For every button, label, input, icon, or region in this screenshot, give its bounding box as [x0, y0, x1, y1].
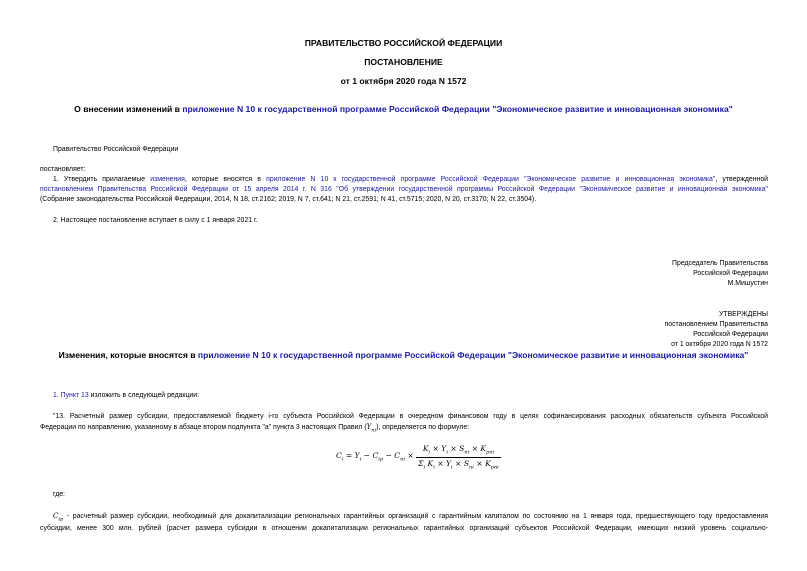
approved-by: постановлением Правительства — [664, 321, 768, 328]
formula — [336, 444, 501, 470]
decides-text: постановляет: — [40, 166, 86, 173]
signature-position: Председатель Правительства — [672, 260, 768, 267]
approved-label: УТВЕРЖДЕНЫ — [719, 311, 768, 318]
signature-name: М.Мишустин — [727, 280, 768, 287]
p13-var-sub: пi — [371, 427, 377, 434]
government-heading: ПРАВИТЕЛЬСТВО РОССИЙСКОЙ ФЕДЕРАЦИИ — [304, 38, 503, 48]
p1-text-c: , утвержденной — [715, 176, 769, 183]
change-item-1 — [53, 391, 199, 401]
where-label: где: — [53, 491, 65, 498]
paragraph-1-line-3: (Собрание законодательства Российской Федерации, 2014, N 18, ст.2162; 2019, N 7, ст.641; N 21, ст.2591; N 41, ст.5715; 2020, N 20, ст.3170; N 22, ст.3504). — [40, 196, 537, 203]
p1-link-changes[interactable]: изменения — [150, 176, 185, 183]
changes-title-prefix: Изменения, которые вносятся в — [58, 350, 198, 360]
p13-var: Y — [366, 423, 372, 431]
p13-line-2 — [40, 422, 469, 435]
definition-line-2: субсидии, менее 300 млн. рублей (расчет размера субсидии в отношении докапитализации региональных гарантийных организаций субъектов Российской Федерации, имеющих низкий уровень социально- — [40, 525, 768, 532]
p1-link-appendix[interactable]: приложение N 10 к государственной программе Российской Федерации "Экономическое развитие и инновационная экономика" — [266, 176, 716, 183]
document-date: от 1 октября 2020 года N 1572 — [340, 76, 467, 86]
document-type: ПОСТАНОВЛЕНИЕ — [364, 57, 443, 67]
paragraph-1-line-2 — [40, 185, 768, 195]
item1-text: изложить в следующей редакции: — [88, 392, 200, 399]
paragraph-2: 2. Настоящее постановление вступает в силу с 1 января 2021 г. — [53, 217, 258, 224]
title-prefix: О внесении изменений в — [74, 104, 183, 114]
changes-title — [0, 350, 807, 360]
approved-date: от 1 октября 2020 года N 1572 — [671, 341, 768, 348]
def-var-sub: ip — [58, 516, 64, 523]
def-var: C — [53, 512, 59, 520]
p1-link-resolution[interactable]: постановлением Правительства Российской Федерации от 15 апреля 2014 г. N 316 "Об утверждении государственной программы Российской Федерации "Экономическое развитие и инновационная экономика" — [40, 186, 768, 193]
gov-text: Правительство Российской Федерации — [53, 146, 179, 153]
paragraph-1-line-1 — [53, 175, 768, 185]
title-link[interactable]: приложение N 10 к государственной программе Российской Федерации "Экономическое развитие и инновационная экономика" — [182, 104, 733, 114]
formula-fraction — [416, 444, 501, 470]
document-title — [0, 104, 807, 114]
p1-text-a: 1. Утвердить прилагаемые — [53, 176, 151, 183]
item1-link[interactable]: 1. Пункт 13 — [53, 392, 89, 399]
changes-title-link[interactable]: приложение N 10 к государственной программе Российской Федерации "Экономическое развитие и инновационная экономика" — [197, 350, 749, 360]
formula-denominator: $\Sigma_i$ $K_i \times Y_i \times S_{пi} \times K_{рпi}$ — [418, 458, 499, 471]
formula-numerator: $K_i \times Y_i \times S_{пi} \times K_{рпi}$ — [416, 444, 501, 458]
formula-lhs: $C_i = Y_i - C_{ip} - C_{пi}$ × — [336, 451, 417, 463]
p13-line-1: "13. Расчетный размер субсидии, предоставляемой бюджету i-го субъекта Российской Федерации в очередном финансовом году в целях софинансирования расходных обязательств субъекта Российской — [53, 413, 768, 420]
signature-org: Российской Федерации — [693, 270, 768, 277]
approved-org: Российской Федерации — [693, 331, 768, 338]
p13-text-b: ), определяется по формуле: — [376, 424, 470, 431]
def-text-1: - расчетный размер субсидии, необходимый для докапитализации региональных гарантийных организаций с гарантийным капиталом по состоянию на 1 января года, предшествующего году предоставления — [63, 513, 768, 520]
p13-text-a: Федерации по направлению, указанному в абзаце втором подпункта "а" пункта 3 настоящих Правил ( — [40, 424, 367, 431]
definition-line-1 — [53, 511, 768, 524]
p1-text-b: , которые вносятся в — [184, 176, 267, 183]
